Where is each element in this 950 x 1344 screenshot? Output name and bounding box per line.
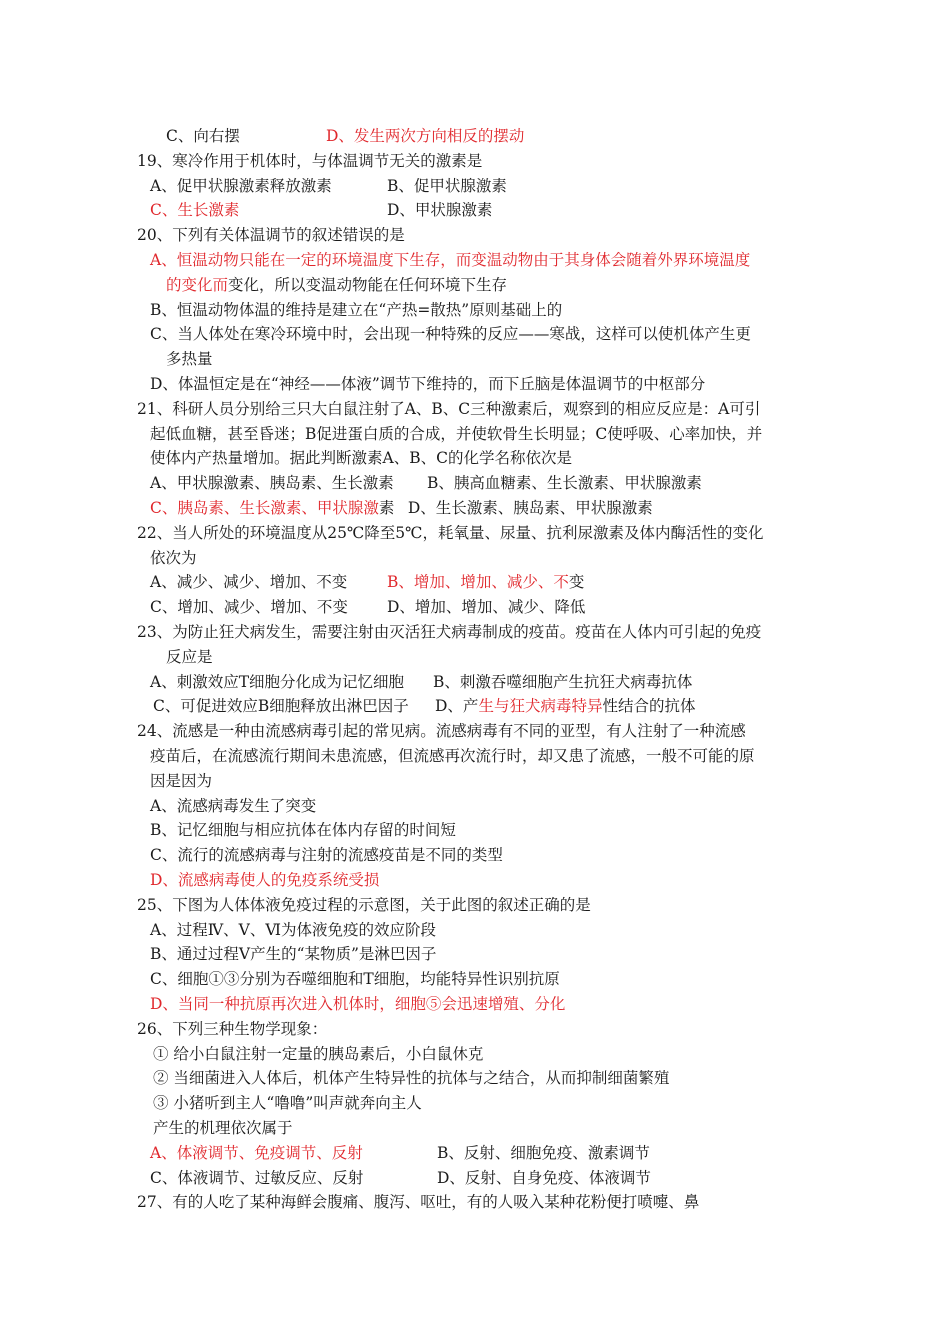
text-line bbox=[137, 1190, 699, 1215]
question-text: 26、下列三种生物学现象： bbox=[137, 1019, 328, 1038]
question-text: C、增加、减少、增加、不变 bbox=[150, 598, 348, 617]
question-text: C、体液调节、过敏反应、反射 bbox=[150, 1168, 364, 1187]
question-text: 22、当人所处的环境温度从25℃降至5℃，耗氧量、尿量、抗利尿激素及体内酶活性的变化 bbox=[137, 523, 764, 542]
question-text: 反应是 bbox=[166, 647, 213, 666]
text-line bbox=[153, 694, 695, 719]
question-text: B、恒温动物体温的维持是建立在“产热=散热”原则基础上的 bbox=[150, 300, 563, 319]
text-line bbox=[137, 149, 482, 174]
text-line bbox=[137, 893, 591, 918]
answer-highlight-text: 生与狂犬病毒特异 bbox=[478, 697, 603, 716]
question-text: 20、下列有关体温调节的叙述错误的是 bbox=[137, 226, 405, 245]
question-text: A、促甲状腺激素释放激素 bbox=[150, 176, 332, 195]
question-text: 多热量 bbox=[166, 350, 213, 369]
text-line bbox=[150, 1141, 650, 1166]
question-text: C、向右摆 bbox=[166, 127, 240, 145]
question-text: 25、下图为人体体液免疫过程的示意图，关于此图的叙述正确的是 bbox=[137, 895, 591, 914]
text-line bbox=[153, 1116, 293, 1141]
question-text: 24、流感是一种由流感病毒引起的常见病。流感病毒有不同的亚型，有人注射了一种流感 bbox=[137, 722, 746, 741]
question-text: D、反射、自身免疫、体液调节 bbox=[437, 1168, 651, 1187]
text-line bbox=[166, 645, 213, 670]
answer-highlight-text: B、增加、增加、减少、不 bbox=[387, 573, 569, 592]
text-line bbox=[150, 992, 565, 1017]
answer-highlight-text: D、流感病毒使人的免疫系统受损 bbox=[150, 871, 380, 889]
text-line bbox=[166, 124, 524, 149]
question-text: B、记忆细胞与相应抗体在体内存留的时间短 bbox=[150, 821, 456, 840]
question-text: D、生长激素、胰岛素、甲状腺激素 bbox=[407, 499, 653, 517]
question-text: D、产 bbox=[435, 697, 479, 716]
question-text: B、胰高血糖素、生长激素、甲状腺激素 bbox=[427, 474, 702, 493]
question-text: 性结合的抗体 bbox=[602, 697, 696, 716]
answer-highlight-text: A、恒温动物只能在一定的环境温度下生存，而变温动物由于其身体会随着外界环境温度 bbox=[150, 251, 751, 269]
question-text: 变化，所以变温动物能在任何环境下生存 bbox=[228, 275, 508, 294]
question-text: 依次为 bbox=[150, 548, 197, 567]
text-line bbox=[150, 942, 436, 967]
answer-highlight-text: D、当同一种抗原再次进入机体时，细胞⑤会迅速增殖、分化 bbox=[150, 995, 566, 1013]
text-line bbox=[153, 1091, 422, 1116]
text-line bbox=[137, 719, 746, 744]
text-line bbox=[150, 843, 503, 868]
text-line bbox=[166, 347, 213, 372]
text-line bbox=[150, 918, 436, 943]
text-line bbox=[150, 670, 692, 695]
answer-highlight-text: 的变化而 bbox=[166, 275, 229, 294]
text-line bbox=[150, 198, 492, 223]
text-line bbox=[137, 397, 760, 422]
question-text: D、甲状腺激素 bbox=[387, 201, 493, 220]
question-text: 变 bbox=[568, 573, 585, 592]
text-line bbox=[150, 248, 750, 273]
question-text: C、当人体处在寒冷环境中时，会出现一种特殊的反应——寒战，这样可以使机体产生更 bbox=[150, 325, 751, 344]
text-line bbox=[150, 769, 212, 794]
question-text: A、流感病毒发生了突变 bbox=[150, 796, 317, 815]
answer-highlight-text: A、体液调节、免疫调节、反射 bbox=[150, 1143, 363, 1162]
text-line bbox=[150, 595, 585, 620]
text-line bbox=[150, 794, 316, 819]
text-line bbox=[137, 620, 761, 645]
text-line bbox=[150, 298, 562, 323]
question-text: 素 bbox=[378, 499, 395, 517]
text-line bbox=[150, 322, 751, 347]
question-text: A、甲状腺激素、胰岛素、生长激素 bbox=[150, 474, 394, 493]
question-text: A、减少、减少、增加、不变 bbox=[150, 573, 348, 592]
text-line bbox=[150, 744, 755, 769]
text-line bbox=[150, 471, 702, 496]
text-line bbox=[150, 1166, 651, 1191]
text-line bbox=[150, 967, 560, 992]
text-line bbox=[166, 273, 507, 298]
text-line bbox=[150, 868, 379, 893]
text-line bbox=[150, 446, 572, 471]
question-text: 使体内产热量增加。据此判断激素A、B、C的化学名称依次是 bbox=[150, 449, 572, 468]
question-text: ① 给小白鼠注射一定量的胰岛素后，小白鼠休克 bbox=[153, 1044, 484, 1063]
question-text: 21、科研人员分别给三只大白鼠注射了A、B、C三种激素后，观察到的相应反应是：A可引 bbox=[137, 399, 761, 418]
question-text: A、刺激效应T细胞分化成为记忆细胞 bbox=[150, 672, 405, 691]
text-line bbox=[150, 174, 507, 199]
question-text: 起低血糖，甚至昏迷；B促进蛋白质的合成，并使软骨生长明显；C使呼吸、心率加快，并 bbox=[150, 424, 763, 443]
question-text: B、通过过程Ⅴ产生的“某物质”是淋巴因子 bbox=[150, 945, 437, 964]
question-text: B、促甲状腺激素 bbox=[387, 176, 507, 195]
question-text: D、增加、增加、减少、降低 bbox=[387, 598, 586, 617]
text-line bbox=[150, 372, 705, 397]
question-text: 产生的机理依次属于 bbox=[153, 1119, 293, 1137]
text-line bbox=[150, 546, 197, 571]
text-line bbox=[153, 1066, 669, 1091]
text-line bbox=[150, 570, 584, 595]
question-text: D、体温恒定是在“神经——体液”调节下维持的，而下丘脑是体温调节的中枢部分 bbox=[150, 375, 706, 393]
text-line bbox=[150, 818, 456, 843]
question-text: 疫苗后，在流感流行期间未患流感，但流感再次流行时，却又患了流感，一般不可能的原 bbox=[150, 747, 755, 765]
question-text: 19、寒冷作用于机体时，与体温调节无关的激素是 bbox=[137, 151, 483, 170]
text-line bbox=[137, 1017, 327, 1042]
answer-highlight-text: C、生长激素 bbox=[150, 201, 240, 220]
question-text: B、刺激吞噬细胞产生抗狂犬病毒抗体 bbox=[433, 672, 693, 691]
question-text: 27、有的人吃了某种海鲜会腹痛、腹泻、呕吐，有的人吸入某种花粉便打喷嚏、鼻 bbox=[137, 1193, 700, 1212]
text-line bbox=[137, 521, 764, 546]
question-text: ③ 小猪听到主人“噜噜”叫声就奔向主人 bbox=[153, 1094, 422, 1113]
text-line bbox=[150, 422, 762, 447]
question-text: 因是因为 bbox=[150, 771, 213, 790]
answer-highlight-text: C、胰岛素、生长激素、甲状腺激 bbox=[150, 499, 379, 517]
question-text: B、反射、细胞免疫、激素调节 bbox=[437, 1143, 650, 1162]
question-text: C、细胞①③分别为吞噬细胞和T细胞，均能特异性识别抗原 bbox=[150, 970, 560, 989]
question-text: ② 当细菌进入人体后，机体产生特异性的抗体与之结合，从而抑制细菌繁殖 bbox=[153, 1069, 670, 1088]
text-line bbox=[153, 1042, 483, 1067]
question-text: 23、为防止狂犬病发生，需要注射由灭活狂犬病毒制成的疫苗。疫苗在人体内可引起的免疫 bbox=[137, 623, 762, 641]
text-line bbox=[150, 496, 653, 521]
question-text: A、过程Ⅳ、Ⅴ、Ⅵ为体液免疫的效应阶段 bbox=[150, 920, 436, 939]
question-text: C、可促进效应B细胞释放出淋巴因子 bbox=[153, 697, 409, 716]
question-text: C、流行的流感病毒与注射的流感疫苗是不同的类型 bbox=[150, 846, 503, 865]
answer-highlight-text: D、发生两次方向相反的摆动 bbox=[326, 127, 525, 145]
text-line bbox=[137, 223, 405, 248]
